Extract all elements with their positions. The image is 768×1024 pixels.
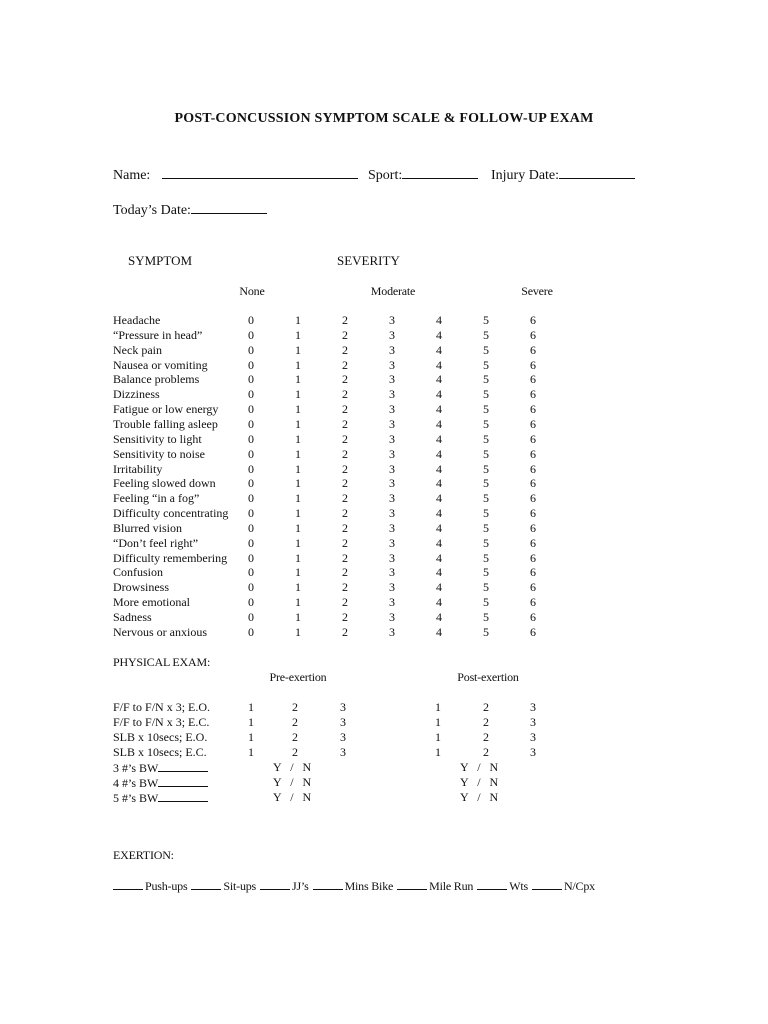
pre-score-2[interactable]: 2	[292, 730, 298, 744]
symptom-label: Drowsiness	[113, 580, 169, 595]
severity-option-3[interactable]: 3	[389, 565, 395, 580]
pre-score-1[interactable]: 1	[248, 700, 254, 714]
exertion-item[interactable]	[113, 879, 187, 893]
severity-option-1[interactable]: 1	[295, 327, 301, 342]
pre-score-3[interactable]: 3	[340, 745, 346, 759]
severity-option-2[interactable]: 2	[342, 313, 348, 327]
symptom-row	[0, 417, 768, 432]
post-score-1[interactable]: 1	[435, 745, 441, 759]
severity-option-3[interactable]: 3	[389, 595, 395, 610]
severity-option-4[interactable]: 4	[436, 402, 442, 417]
post-score-2[interactable]: 2	[483, 730, 489, 744]
exertion-item-label: Push-ups	[145, 879, 188, 893]
pre-score-2[interactable]: 2	[292, 700, 298, 714]
symptom-label: Sadness	[113, 610, 152, 624]
severity-option-1[interactable]: 1	[295, 535, 301, 550]
severity-option-4[interactable]: 4	[436, 372, 442, 387]
symptom-row	[0, 358, 768, 373]
severity-option-6[interactable]: 6	[530, 357, 536, 372]
severity-option-5[interactable]: 5	[483, 491, 489, 506]
injury-date-field[interactable]	[491, 166, 635, 184]
severity-option-2[interactable]: 2	[342, 565, 348, 580]
severity-option-0[interactable]: 0	[248, 565, 254, 580]
severity-option-1[interactable]: 1	[295, 446, 301, 461]
severity-option-3[interactable]: 3	[389, 580, 395, 595]
severity-option-2[interactable]: 2	[342, 491, 348, 506]
post-exertion-header: Post-exertion	[457, 670, 519, 684]
severity-option-1[interactable]: 1	[295, 313, 301, 327]
exam-test-label: F/F to F/N x 3; E.C.	[113, 715, 210, 729]
severity-option-4[interactable]: 4	[436, 446, 442, 461]
severity-option-5[interactable]: 5	[483, 313, 489, 327]
symptom-row	[0, 625, 768, 640]
severity-option-6[interactable]: 6	[530, 461, 536, 476]
symptom-row	[0, 343, 768, 358]
severity-option-5[interactable]: 5	[483, 550, 489, 565]
severity-option-0[interactable]: 0	[248, 372, 254, 387]
severity-option-5[interactable]: 5	[483, 461, 489, 476]
severity-option-3[interactable]: 3	[389, 387, 395, 402]
severity-option-0[interactable]: 0	[248, 476, 254, 491]
severity-option-5[interactable]: 5	[483, 416, 489, 431]
symptom-row	[0, 595, 768, 610]
symptom-label: Blurred vision	[113, 520, 182, 535]
severity-option-5[interactable]: 5	[483, 387, 489, 402]
symptom-label: Balance problems	[113, 372, 200, 387]
severity-option-0[interactable]: 0	[248, 313, 254, 327]
severity-option-5[interactable]: 5	[483, 595, 489, 610]
severity-option-2[interactable]: 2	[342, 372, 348, 387]
severity-option-5[interactable]: 5	[483, 520, 489, 535]
severity-option-6[interactable]: 6	[530, 327, 536, 342]
severity-option-6[interactable]: 6	[530, 491, 536, 506]
severity-option-2[interactable]: 2	[342, 357, 348, 372]
severity-option-5[interactable]: 5	[483, 357, 489, 372]
post-score-3[interactable]: 3	[530, 700, 536, 714]
severity-option-4[interactable]: 4	[436, 506, 442, 521]
exam-test-label: SLB x 10secs; E.C.	[113, 745, 207, 759]
severity-option-3[interactable]: 3	[389, 431, 395, 446]
severity-option-4[interactable]: 4	[436, 387, 442, 402]
severity-option-2[interactable]: 2	[342, 595, 348, 610]
symptom-label: Nausea or vomiting	[113, 357, 208, 372]
bw-label: 5 #’s BW	[113, 791, 159, 805]
exam-row	[0, 700, 768, 715]
severity-option-3[interactable]: 3	[389, 624, 395, 639]
bw-label: 3 #’s BW	[113, 761, 159, 775]
severity-option-6[interactable]: 6	[530, 313, 536, 327]
severity-option-2[interactable]: 2	[342, 580, 348, 595]
severity-option-4[interactable]: 4	[436, 431, 442, 446]
exertion-item[interactable]	[397, 879, 473, 893]
severity-option-2[interactable]: 2	[342, 431, 348, 446]
exertion-item-label: N/Cpx	[563, 879, 595, 893]
severity-option-3[interactable]: 3	[389, 446, 395, 461]
bw-blank[interactable]	[158, 760, 208, 772]
severity-header: SEVERITY	[337, 253, 400, 268]
name-field[interactable]	[113, 166, 358, 184]
symptom-row	[0, 328, 768, 343]
pre-exertion-header: Pre-exertion	[269, 670, 327, 684]
severity-option-1[interactable]: 1	[295, 580, 301, 595]
symptom-row	[0, 565, 768, 580]
exertion-blank[interactable]	[532, 878, 562, 890]
severity-option-4[interactable]: 4	[436, 357, 442, 372]
severity-option-1[interactable]: 1	[295, 506, 301, 521]
post-score-3[interactable]: 3	[530, 730, 536, 744]
severity-option-0[interactable]: 0	[248, 416, 254, 431]
severity-option-4[interactable]: 4	[436, 595, 442, 610]
severity-option-0[interactable]: 0	[248, 580, 254, 595]
severity-option-6[interactable]: 6	[530, 550, 536, 565]
severity-option-6[interactable]: 6	[530, 624, 536, 639]
severity-option-3[interactable]: 3	[389, 402, 395, 417]
symptom-row	[0, 402, 768, 417]
post-score-3[interactable]: 3	[530, 745, 536, 759]
severity-option-1[interactable]: 1	[295, 416, 301, 431]
severity-option-1[interactable]: 1	[295, 357, 301, 372]
name-blank[interactable]	[162, 166, 358, 179]
severity-option-2[interactable]: 2	[342, 550, 348, 565]
moderate-header: Moderate	[370, 284, 416, 298]
exam-test-label	[113, 775, 208, 791]
sport-field[interactable]	[368, 166, 478, 184]
exertion-item-label: Mile Run	[429, 879, 474, 893]
severity-option-0[interactable]: 0	[248, 402, 254, 417]
severity-option-5[interactable]: 5	[483, 624, 489, 639]
symptom-label: Irritability	[113, 461, 163, 476]
severity-option-2[interactable]: 2	[342, 535, 348, 550]
pre-score-3[interactable]: 3	[340, 700, 346, 714]
symptom-label: More emotional	[113, 595, 190, 610]
post-score-2[interactable]: 2	[483, 700, 489, 714]
severity-option-3[interactable]: 3	[389, 342, 395, 357]
symptom-row	[0, 313, 768, 328]
exertion-item[interactable]	[532, 879, 595, 893]
severity-option-2[interactable]: 2	[342, 402, 348, 417]
exertion-blank[interactable]	[477, 878, 507, 890]
exam-row	[0, 715, 768, 730]
severity-option-6[interactable]: 6	[530, 402, 536, 417]
severity-option-1[interactable]: 1	[295, 595, 301, 610]
severity-option-4[interactable]: 4	[436, 476, 442, 491]
todays-date-blank[interactable]	[191, 201, 267, 214]
injury-date-blank[interactable]	[559, 166, 635, 179]
post-score-3[interactable]: 3	[530, 715, 536, 729]
bw-label: 4 #’s BW	[113, 776, 159, 790]
severity-option-6[interactable]: 6	[530, 580, 536, 595]
severity-option-4[interactable]: 4	[436, 565, 442, 580]
severity-option-1[interactable]: 1	[295, 610, 301, 624]
severity-option-0[interactable]: 0	[248, 550, 254, 565]
severity-option-4[interactable]: 4	[436, 535, 442, 550]
exertion-blank[interactable]	[191, 878, 221, 890]
severity-option-3[interactable]: 3	[389, 461, 395, 476]
severity-option-1[interactable]: 1	[295, 342, 301, 357]
severity-option-3[interactable]: 3	[389, 476, 395, 491]
pre-score-1[interactable]: 1	[248, 745, 254, 759]
severity-option-5[interactable]: 5	[483, 402, 489, 417]
severity-option-6[interactable]: 6	[530, 416, 536, 431]
bw-blank[interactable]	[158, 775, 208, 787]
severity-option-4[interactable]: 4	[436, 580, 442, 595]
symptom-label: Fatigue or low energy	[113, 402, 219, 417]
exertion-blank[interactable]	[260, 878, 290, 890]
symptom-label: Difficulty remembering	[113, 550, 228, 565]
severity-option-6[interactable]: 6	[530, 595, 536, 610]
symptom-row	[0, 476, 768, 491]
pre-score-3[interactable]: 3	[340, 715, 346, 729]
severity-option-3[interactable]: 3	[389, 535, 395, 550]
symptom-row	[0, 491, 768, 506]
severity-option-0[interactable]: 0	[248, 387, 254, 402]
severity-option-4[interactable]: 4	[436, 461, 442, 476]
severity-option-4[interactable]: 4	[436, 491, 442, 506]
post-yes-no[interactable]: Y / N	[460, 775, 499, 789]
symptom-row	[0, 521, 768, 536]
severity-option-4[interactable]: 4	[436, 610, 442, 624]
severity-option-2[interactable]: 2	[342, 610, 348, 624]
severity-option-1[interactable]: 1	[295, 624, 301, 639]
severity-option-4[interactable]: 4	[436, 313, 442, 327]
severity-option-0[interactable]: 0	[248, 610, 254, 624]
severity-option-6[interactable]: 6	[530, 387, 536, 402]
todays-date-field[interactable]	[113, 201, 267, 219]
post-score-2[interactable]: 2	[483, 745, 489, 759]
severity-option-1[interactable]: 1	[295, 565, 301, 580]
exam-test-label: F/F to F/N x 3; E.O.	[113, 700, 211, 714]
pre-score-3[interactable]: 3	[340, 730, 346, 744]
exertion-item-label: Sit-ups	[223, 879, 257, 893]
severity-option-2[interactable]: 2	[342, 461, 348, 476]
severity-option-4[interactable]: 4	[436, 520, 442, 535]
severity-option-1[interactable]: 1	[295, 387, 301, 402]
severity-option-3[interactable]: 3	[389, 416, 395, 431]
severity-option-3[interactable]: 3	[389, 357, 395, 372]
severity-option-2[interactable]: 2	[342, 520, 348, 535]
severity-option-5[interactable]: 5	[483, 565, 489, 580]
post-yes-no[interactable]: Y / N	[460, 760, 499, 774]
severity-option-6[interactable]: 6	[530, 506, 536, 521]
symptom-row	[0, 447, 768, 462]
severity-option-4[interactable]: 4	[436, 624, 442, 639]
page-title: POST-CONCUSSION SYMPTOM SCALE & FOLLOW-UP EXAM	[174, 111, 594, 126]
exertion-blank[interactable]	[113, 878, 143, 890]
symptom-label: Trouble falling asleep	[113, 416, 218, 431]
exertion-item[interactable]	[260, 879, 309, 893]
severity-option-0[interactable]: 0	[248, 535, 254, 550]
pre-yes-no[interactable]: Y / N	[273, 790, 312, 804]
symptom-label: Difficulty concentrating	[113, 506, 229, 521]
severity-option-5[interactable]: 5	[483, 342, 489, 357]
severity-option-5[interactable]: 5	[483, 476, 489, 491]
severity-option-3[interactable]: 3	[389, 550, 395, 565]
sport-label: Sport:	[368, 168, 403, 183]
severe-header: Severe	[521, 284, 553, 298]
exam-test-label	[113, 760, 208, 776]
severity-option-0[interactable]: 0	[248, 431, 254, 446]
exam-row	[0, 790, 768, 805]
physical-exam-label: PHYSICAL EXAM:	[113, 655, 211, 669]
injury-date-label: Injury Date:	[491, 168, 560, 183]
severity-option-1[interactable]: 1	[295, 550, 301, 565]
symptom-row	[0, 536, 768, 551]
exam-test-label: SLB x 10secs; E.O.	[113, 730, 208, 744]
exertion-blank[interactable]	[397, 878, 427, 890]
symptom-row	[0, 580, 768, 595]
severity-option-6[interactable]: 6	[530, 342, 536, 357]
symptom-row	[0, 610, 768, 625]
pre-yes-no[interactable]: Y / N	[273, 775, 312, 789]
severity-option-2[interactable]: 2	[342, 327, 348, 342]
exam-row	[0, 775, 768, 790]
symptom-label: Headache	[113, 313, 161, 327]
severity-option-0[interactable]: 0	[248, 342, 254, 357]
symptom-label: “Don’t feel right”	[113, 535, 199, 550]
exertion-item[interactable]	[191, 879, 256, 893]
severity-option-6[interactable]: 6	[530, 520, 536, 535]
severity-option-5[interactable]: 5	[483, 431, 489, 446]
exertion-item[interactable]	[313, 879, 394, 893]
severity-option-0[interactable]: 0	[248, 491, 254, 506]
severity-option-5[interactable]: 5	[483, 610, 489, 624]
symptom-label: Feeling “in a fog”	[113, 491, 200, 506]
severity-option-3[interactable]: 3	[389, 313, 395, 327]
symptom-row	[0, 506, 768, 521]
symptom-label: Sensitivity to noise	[113, 446, 206, 461]
severity-option-1[interactable]: 1	[295, 431, 301, 446]
severity-option-0[interactable]: 0	[248, 624, 254, 639]
exertion-blank[interactable]	[313, 878, 343, 890]
severity-option-1[interactable]: 1	[295, 476, 301, 491]
severity-option-3[interactable]: 3	[389, 372, 395, 387]
severity-option-2[interactable]: 2	[342, 506, 348, 521]
post-score-1[interactable]: 1	[435, 700, 441, 714]
exertion-item-label: Wts	[509, 879, 528, 893]
severity-option-2[interactable]: 2	[342, 416, 348, 431]
post-yes-no[interactable]: Y / N	[460, 790, 499, 804]
severity-option-0[interactable]: 0	[248, 446, 254, 461]
severity-option-4[interactable]: 4	[436, 342, 442, 357]
severity-option-2[interactable]: 2	[342, 446, 348, 461]
severity-option-3[interactable]: 3	[389, 491, 395, 506]
symptom-row	[0, 387, 768, 402]
pre-score-2[interactable]: 2	[292, 715, 298, 729]
exam-row	[0, 760, 768, 775]
severity-option-6[interactable]: 6	[530, 535, 536, 550]
severity-option-5[interactable]: 5	[483, 372, 489, 387]
severity-option-3[interactable]: 3	[389, 610, 395, 624]
exertion-item-label: Mins Bike	[344, 879, 394, 893]
bw-blank[interactable]	[158, 790, 208, 802]
sport-blank[interactable]	[402, 166, 478, 179]
severity-option-2[interactable]: 2	[342, 387, 348, 402]
severity-option-5[interactable]: 5	[483, 580, 489, 595]
severity-option-0[interactable]: 0	[248, 595, 254, 610]
severity-option-1[interactable]: 1	[295, 402, 301, 417]
severity-option-1[interactable]: 1	[295, 461, 301, 476]
severity-option-4[interactable]: 4	[436, 327, 442, 342]
severity-option-3[interactable]: 3	[389, 520, 395, 535]
symptom-label: Confusion	[113, 565, 164, 580]
name-label: Name:	[113, 168, 151, 183]
symptom-label: “Pressure in head”	[113, 327, 203, 342]
severity-option-5[interactable]: 5	[483, 327, 489, 342]
symptom-row	[0, 372, 768, 387]
severity-option-2[interactable]: 2	[342, 476, 348, 491]
todays-date-label: Today’s Date:	[113, 203, 191, 218]
post-score-1[interactable]: 1	[435, 730, 441, 744]
exam-row	[0, 745, 768, 760]
severity-option-6[interactable]: 6	[530, 446, 536, 461]
exam-row	[0, 730, 768, 745]
severity-option-6[interactable]: 6	[530, 476, 536, 491]
exertion-item-label: JJ’s	[292, 879, 309, 893]
severity-option-1[interactable]: 1	[295, 491, 301, 506]
symptom-label: Dizziness	[113, 387, 160, 402]
severity-option-6[interactable]: 6	[530, 431, 536, 446]
symptom-header: SYMPTOM	[128, 253, 193, 268]
severity-option-0[interactable]: 0	[248, 520, 254, 535]
pre-score-2[interactable]: 2	[292, 745, 298, 759]
severity-option-3[interactable]: 3	[389, 327, 395, 342]
exam-test-label	[113, 790, 208, 806]
severity-option-4[interactable]: 4	[436, 416, 442, 431]
exertion-items	[113, 878, 599, 894]
severity-option-4[interactable]: 4	[436, 550, 442, 565]
exertion-item[interactable]	[477, 879, 528, 893]
severity-option-5[interactable]: 5	[483, 446, 489, 461]
pre-score-1[interactable]: 1	[248, 715, 254, 729]
symptom-row	[0, 462, 768, 477]
post-score-1[interactable]: 1	[435, 715, 441, 729]
severity-option-6[interactable]: 6	[530, 372, 536, 387]
pre-yes-no[interactable]: Y / N	[273, 760, 312, 774]
severity-option-0[interactable]: 0	[248, 506, 254, 521]
severity-option-1[interactable]: 1	[295, 520, 301, 535]
severity-option-5[interactable]: 5	[483, 506, 489, 521]
severity-option-1[interactable]: 1	[295, 372, 301, 387]
symptom-label: Neck pain	[113, 342, 162, 357]
post-score-2[interactable]: 2	[483, 715, 489, 729]
severity-option-5[interactable]: 5	[483, 535, 489, 550]
severity-option-3[interactable]: 3	[389, 506, 395, 521]
severity-option-6[interactable]: 6	[530, 565, 536, 580]
symptom-row	[0, 432, 768, 447]
symptom-label: Sensitivity to light	[113, 431, 202, 446]
symptom-row	[0, 551, 768, 566]
severity-option-0[interactable]: 0	[248, 357, 254, 372]
severity-option-2[interactable]: 2	[342, 624, 348, 639]
pre-score-1[interactable]: 1	[248, 730, 254, 744]
symptom-label: Feeling slowed down	[113, 476, 216, 491]
exertion-label: EXERTION:	[113, 848, 174, 862]
severity-option-0[interactable]: 0	[248, 327, 254, 342]
severity-option-0[interactable]: 0	[248, 461, 254, 476]
symptom-label: Nervous or anxious	[113, 624, 207, 639]
severity-option-2[interactable]: 2	[342, 342, 348, 357]
severity-option-6[interactable]: 6	[530, 610, 536, 624]
none-header: None	[239, 284, 265, 298]
